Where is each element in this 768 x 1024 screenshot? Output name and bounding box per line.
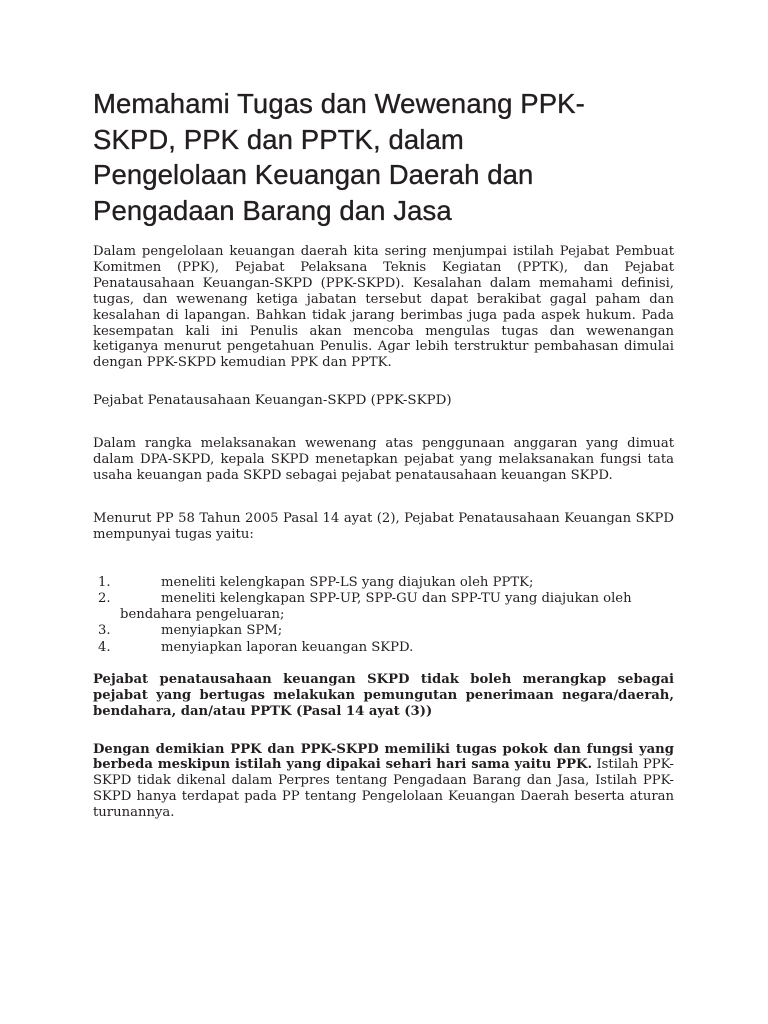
list-item xyxy=(93,640,674,656)
section-heading: Pejabat Penatausahaan Keuangan-SKPD (PPK-SKPD) xyxy=(93,393,452,409)
paragraph-pp58: Menurut PP 58 Tahun 2005 Pasal 14 ayat (2), Pejabat Penatausahaan Keuangan SKPD mempunyai tugas yaitu: xyxy=(93,510,674,542)
intro-paragraph: Dalam pengelolaan keuangan daerah kita sering menjumpai istilah Pejabat Pembuat Komitmen (PPK), Pejabat Pelaksana Teknis Kegiatan (PPTK), dan Pejabat Penatausahaan Keuangan-SKPD (PPK-SKPD). Kesalahan dalam memahami definisi, tugas, dan wewenang ketiga jabatan tersebut dapat berakibat gagal paham dan kesalahan di lapangan. Bahkan tidak jarang berimbas juga pada aspek hukum. Pada kesempatan kali ini Penulis akan mencoba mengulas tugas dan wewenangan ketiganya menurut pengetahuan Penulis. Agar lebih terstruktur pembahasan dimulai dengan PPK-SKPD kemudian PPK dan PPTK. xyxy=(93,244,674,371)
task-list xyxy=(93,575,674,656)
list-item-text: meneliti kelengkapan SPP-LS yang diajukan oleh PPTK; xyxy=(161,574,534,590)
conclusion-text: Istilah PPK-SKPD tidak dikenal dalam Perpres tentang Pengadaan Barang dan Jasa, Istilah PPK-SKPD hanya terdapat pada PP tentang Pengelolaan Keuangan Daerah beserta aturan turunannya. xyxy=(93,757,675,821)
paragraph-dpa-skpd: Dalam rangka melaksanakan wewenang atas penggunaan anggaran yang dimuat dalam DPA-SKPD, kepala SKPD menetapkan pejabat yang melaksanakan fungsi tata usaha keuangan pada SKPD sebagai pejabat penatausahaan keuangan SKPD. xyxy=(93,436,674,484)
conclusion-bold-text: Dengan demikian PPK dan PPK-SKPD memiliki tugas pokok dan fungsi yang berbeda meskipun istilah yang dipakai sehari hari sama yaitu PPK. xyxy=(93,741,674,773)
list-item-number: 2. xyxy=(98,590,111,606)
paragraph-pasal-14: Pejabat penatausahaan keuangan SKPD tidak boleh merangkap sebagai pejabat yang bertugas melakukan pemungutan penerimaan negara/daerah, bendahara, dan/atau PPTK (Pasal 14 ayat (3)) xyxy=(93,671,674,719)
list-item-number: 3. xyxy=(98,623,111,639)
title-line: Pengadaan Barang dan Jasa xyxy=(93,194,452,226)
article xyxy=(93,86,674,821)
list-item xyxy=(93,591,674,623)
list-item-text-continued: bendahara pengeluaran; xyxy=(120,607,285,623)
title-line: Memahami Tugas dan Wewenang PPK- xyxy=(93,88,585,119)
list-item-text: menyiapkan SPM; xyxy=(161,623,283,639)
list-item xyxy=(93,623,674,639)
list-item-text: menyiapkan laporan keuangan SKPD. xyxy=(161,639,414,655)
title-line: Pengelolaan Keuangan Daerah dan xyxy=(93,159,534,190)
list-item-text: meneliti kelengkapan SPP-UP, SPP-GU dan SPP-TU yang diajukan oleh xyxy=(161,590,632,606)
article-title xyxy=(93,86,674,228)
title-line: SKPD, PPK dan PPTK, dalam xyxy=(93,123,464,155)
paragraph-conclusion xyxy=(93,742,674,822)
list-item xyxy=(93,575,674,591)
list-item-number: 4. xyxy=(98,639,111,655)
list-item-number: 1. xyxy=(98,574,111,590)
